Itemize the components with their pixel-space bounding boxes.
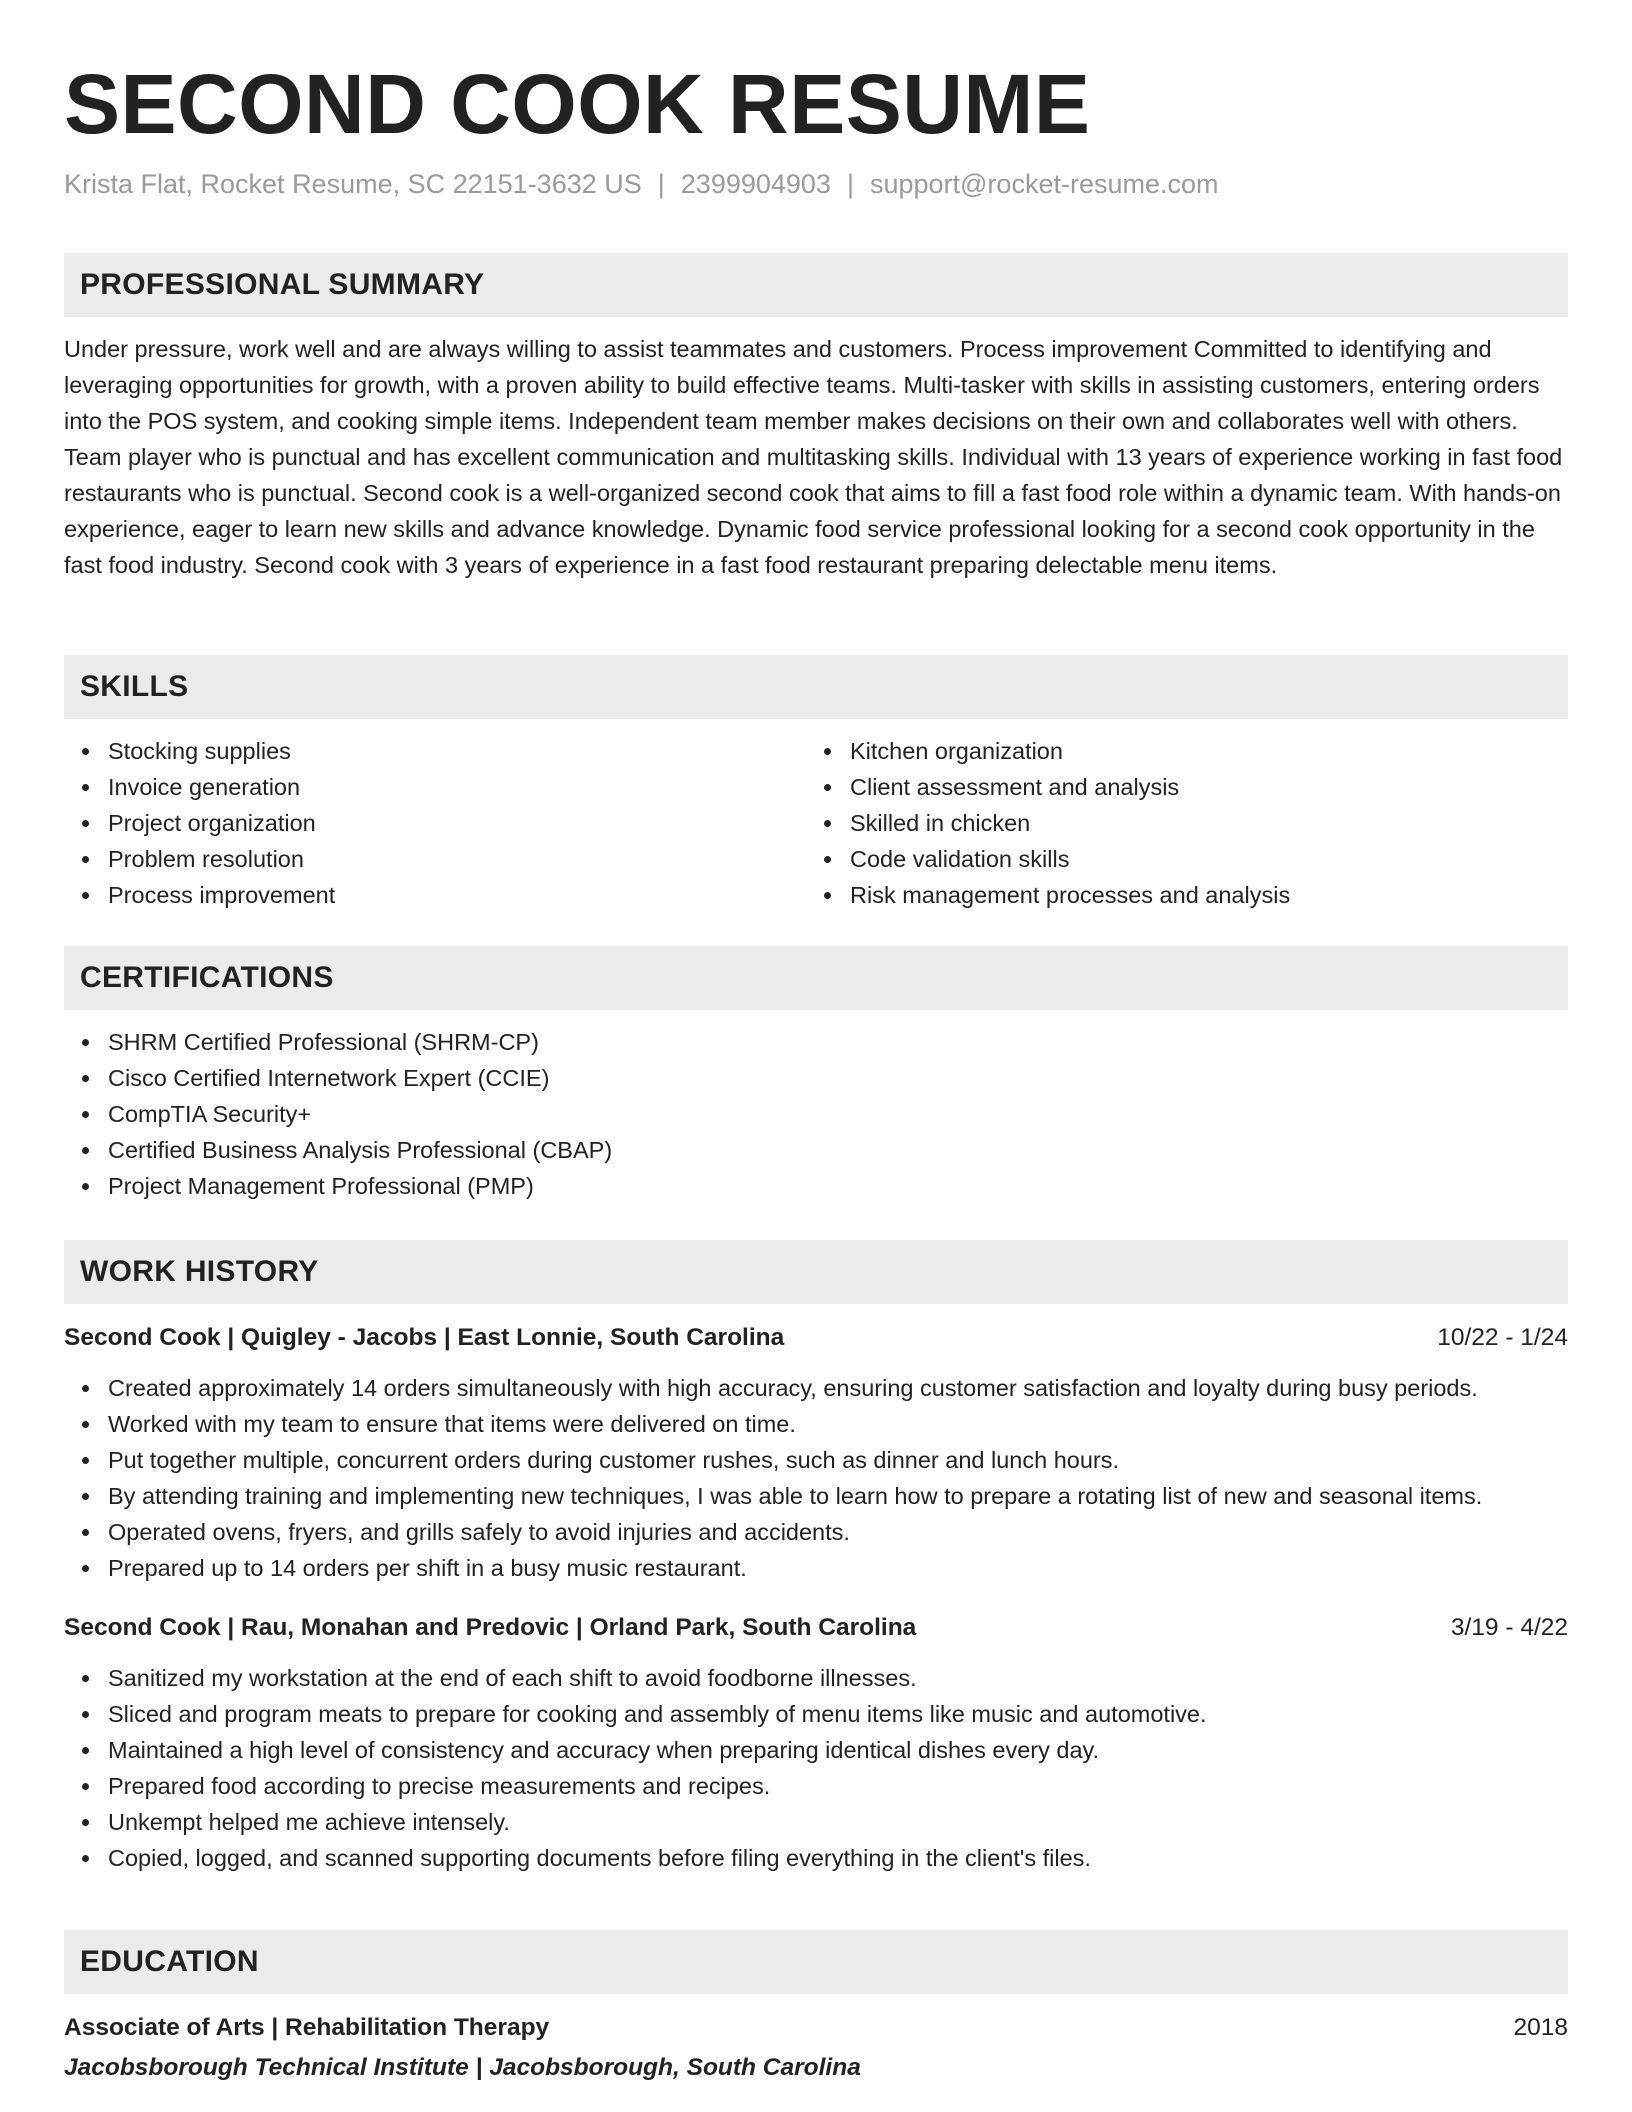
job-bullet: Put together multiple, concurrent orders during customer rushes, such as dinner and lunch hours. bbox=[64, 1442, 1568, 1478]
contact-separator: | bbox=[846, 169, 854, 199]
certifications-list bbox=[64, 1024, 1568, 1204]
education-header bbox=[64, 2010, 1568, 2046]
summary-text: Under pressure, work well and are always willing to assist teammates and customers. Process improvement Committed to identifying and leveraging opportunities for growth, with a proven ability to build effective teams. Multi-tasker with skills in assisting customers, entering orders into the POS system, and cooking simple items. Independent team member makes decisions on their own and collaborates well with others. Team player who is punctual and has excellent communication and multitasking skills. Individual with 13 years of experience working in fast food restaurants who is punctual. Second cook is a well-organized second cook that aims to fill a fast food role within a dynamic team. With hands-on experience, eager to learn new skills and advance knowledge. Dynamic food service professional looking for a second cook opportunity in the fast food industry. Second cook with 3 years of experience in a fast food restaurant preparing delectable menu items. bbox=[64, 336, 1563, 578]
job-header bbox=[64, 1320, 1568, 1356]
job-bullet: Created approximately 14 orders simultaneously with high accuracy, ensuring customer satisfaction and loyalty during busy periods. bbox=[64, 1370, 1568, 1406]
skill-item: Code validation skills bbox=[806, 841, 1548, 877]
certification-item: Cisco Certified Internetwork Expert (CCIE) bbox=[64, 1060, 1568, 1096]
education-school: Jacobsborough Technical Institute | Jacobsborough, South Carolina bbox=[64, 2054, 861, 2081]
skills-heading: SKILLS bbox=[64, 655, 1568, 719]
skill-item: Process improvement bbox=[64, 877, 806, 913]
skills-list-left bbox=[64, 733, 806, 913]
job-bullet: Operated ovens, fryers, and grills safely to avoid injuries and accidents. bbox=[64, 1514, 1568, 1550]
job-bullet: Sliced and program meats to prepare for cooking and assembly of menu items like music and automotive. bbox=[64, 1696, 1568, 1732]
education-degree: Associate of Arts | Rehabilitation Therapy bbox=[64, 2014, 550, 2041]
job-title: Second Cook | Quigley - Jacobs | East Lonnie, South Carolina bbox=[64, 1324, 785, 1351]
work-history-section bbox=[64, 1240, 1568, 1876]
contact-email: support@rocket-resume.com bbox=[869, 169, 1219, 199]
job-bullet: Prepared food according to precise measurements and recipes. bbox=[64, 1768, 1568, 1804]
certification-item: SHRM Certified Professional (SHRM-CP) bbox=[64, 1024, 1568, 1060]
summary-heading: PROFESSIONAL SUMMARY bbox=[64, 253, 1568, 317]
work-history-heading: WORK HISTORY bbox=[64, 1240, 1568, 1304]
skill-item: Client assessment and analysis bbox=[806, 769, 1548, 805]
skill-item: Kitchen organization bbox=[806, 733, 1548, 769]
skill-item: Stocking supplies bbox=[64, 733, 806, 769]
certification-item: CompTIA Security+ bbox=[64, 1096, 1568, 1132]
job-bullets bbox=[64, 1370, 1568, 1586]
job-bullet: Maintained a high level of consistency and accuracy when preparing identical dishes every day. bbox=[64, 1732, 1568, 1768]
job-bullet: Worked with my team to ensure that items were delivered on time. bbox=[64, 1406, 1568, 1442]
contact-phone: 2399904903 bbox=[680, 169, 831, 199]
job-dates: 3/19 - 4/22 bbox=[1450, 1614, 1568, 1641]
job-bullet: Unkempt helped me achieve intensely. bbox=[64, 1804, 1568, 1840]
certifications-section bbox=[64, 946, 1568, 1204]
skills-section bbox=[64, 655, 1568, 913]
certification-item: Certified Business Analysis Professional (CBAP) bbox=[64, 1132, 1568, 1168]
skill-item: Problem resolution bbox=[64, 841, 806, 877]
education-year: 2018 bbox=[1513, 2014, 1568, 2041]
resume-title: SECOND COOK RESUME bbox=[64, 57, 1091, 151]
job-bullet: Prepared up to 14 orders per shift in a busy music restaurant. bbox=[64, 1550, 1568, 1586]
job-dates: 10/22 - 1/24 bbox=[1437, 1324, 1568, 1351]
skill-item: Project organization bbox=[64, 805, 806, 841]
contact-line bbox=[64, 166, 1219, 202]
skills-columns bbox=[64, 733, 1568, 913]
job-bullets bbox=[64, 1660, 1568, 1876]
job-bullet: Copied, logged, and scanned supporting documents before filing everything in the client's files. bbox=[64, 1840, 1568, 1876]
certification-item: Project Management Professional (PMP) bbox=[64, 1168, 1568, 1204]
skill-item: Skilled in chicken bbox=[806, 805, 1548, 841]
education-section bbox=[64, 1930, 1568, 2086]
job-bullet: Sanitized my workstation at the end of each shift to avoid foodborne illnesses. bbox=[64, 1660, 1568, 1696]
skill-item: Invoice generation bbox=[64, 769, 806, 805]
job-header bbox=[64, 1610, 1568, 1646]
contact-separator: | bbox=[657, 169, 665, 199]
skills-list-right bbox=[806, 733, 1548, 913]
job-bullet: By attending training and implementing new techniques, I was able to learn how to prepare a rotating list of new and seasonal items. bbox=[64, 1478, 1568, 1514]
skill-item: Risk management processes and analysis bbox=[806, 877, 1548, 913]
summary-section bbox=[64, 253, 1568, 583]
education-heading: EDUCATION bbox=[64, 1930, 1568, 1994]
certifications-heading: CERTIFICATIONS bbox=[64, 946, 1568, 1010]
contact-address: Krista Flat, Rocket Resume, SC 22151-3632 US bbox=[64, 169, 642, 199]
job-title: Second Cook | Rau, Monahan and Predovic | Orland Park, South Carolina bbox=[64, 1614, 917, 1641]
